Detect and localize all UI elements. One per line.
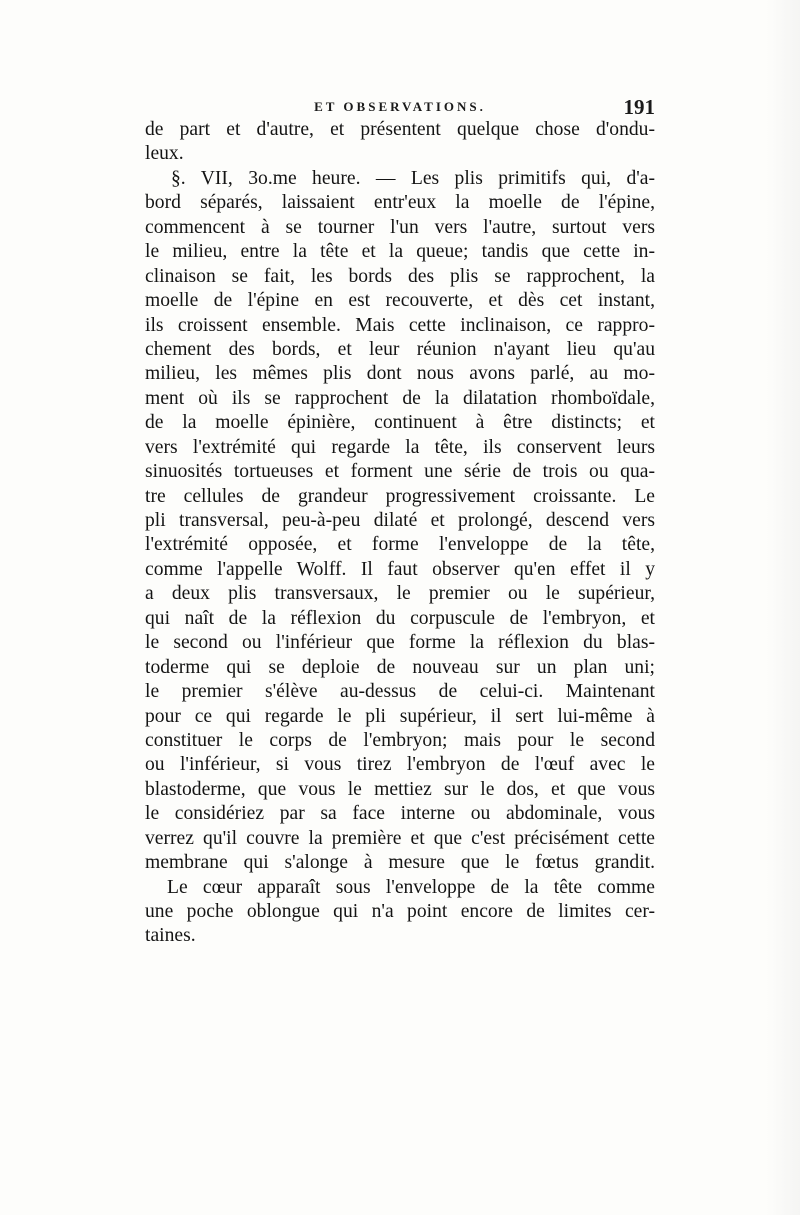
text-line: qui naît de la réflexion du corpuscule de l'embryon, et xyxy=(145,607,655,629)
text-line: pli transversal, peu-à-peu dilaté et prolongé, descend vers xyxy=(145,510,655,531)
text-line: clinaison se fait, les bords des plis se rapprochent, la xyxy=(145,265,655,287)
text-line: membrane qui s'alonge à mesure que le fœtus grandit. xyxy=(145,852,655,874)
text-line: ment où ils se rapprochent de la dilatation rhomboïdale, xyxy=(145,387,655,409)
text-line: le milieu, entre la tête et la queue; tandis que cette in- xyxy=(145,241,655,263)
text-line: une poche oblongue qui n'a point encore de limites cer- xyxy=(145,901,655,922)
text-line: pour ce qui regarde le pli supérieur, il sert lui-même à xyxy=(145,705,655,727)
text-line: toderme qui se deploie de nouveau sur un plan uni; xyxy=(145,656,655,678)
text-line: comme l'appelle Wolff. Il faut observer qu'en effet il y xyxy=(145,558,655,580)
text-line: tre cellules de grandeur progressivement croissante. Le xyxy=(145,485,655,507)
text-line: le second ou l'inférieur que forme la réflexion du blas- xyxy=(145,632,655,654)
text-line: moelle de l'épine en est recouverte, et dès cet instant, xyxy=(145,290,655,312)
text-line: commencent à se tourner l'un vers l'autre, surtout vers xyxy=(145,216,655,238)
text-line: bord séparés, laissaient entr'eux la moelle de l'épine, xyxy=(145,192,655,214)
text-line: de la moelle épinière, continuent à être distincts; et xyxy=(145,412,655,434)
text-line: Le cœur apparaît sous l'enveloppe de la tête comme xyxy=(167,876,655,898)
text-line: chement des bords, et leur réunion n'ayant lieu qu'au xyxy=(145,338,655,360)
text-line: blastoderme, que vous le mettiez sur le dos, et que vous xyxy=(145,778,655,800)
text-line: verrez qu'il couvre la première et que c'est précisément cette xyxy=(145,827,655,849)
body-text xyxy=(145,118,655,949)
text-line: ils croissent ensemble. Mais cette inclinaison, ce rappro- xyxy=(145,314,655,336)
text-line: milieu, les mêmes plis dont nous avons parlé, au mo- xyxy=(145,363,655,385)
text-line: constituer le corps de l'embryon; mais pour le second xyxy=(145,729,655,751)
text-line: a deux plis transversaux, le premier ou le supérieur, xyxy=(145,583,655,605)
text-line: vers l'extrémité qui regarde la tête, ils conservent leurs xyxy=(145,436,655,458)
text-line: sinuosités tortueuses et forment une série de trois ou qua- xyxy=(145,461,655,483)
text-line: le premier s'élève au-dessus de celui-ci. Maintenant xyxy=(145,681,655,703)
text-line: leux. xyxy=(145,143,184,165)
text-line: le considériez par sa face interne ou abdominale, vous xyxy=(145,803,655,825)
text-line: l'extrémité opposée, et forme l'enveloppe de la tête, xyxy=(145,534,655,556)
text-line: ou l'inférieur, si vous tirez l'embryon de l'œuf avec le xyxy=(145,754,655,776)
section-heading-line: §. VII, 3o.me heure. — Les plis primitifs qui, d'a- xyxy=(171,167,655,189)
page-number: 191 xyxy=(623,95,655,119)
page-edge-shadow xyxy=(766,0,800,1215)
text-line: taines. xyxy=(145,925,196,947)
running-title: ET OBSERVATIONS. xyxy=(314,99,486,114)
text-line: de part et d'autre, et présentent quelque chose d'ondu- xyxy=(145,119,655,140)
